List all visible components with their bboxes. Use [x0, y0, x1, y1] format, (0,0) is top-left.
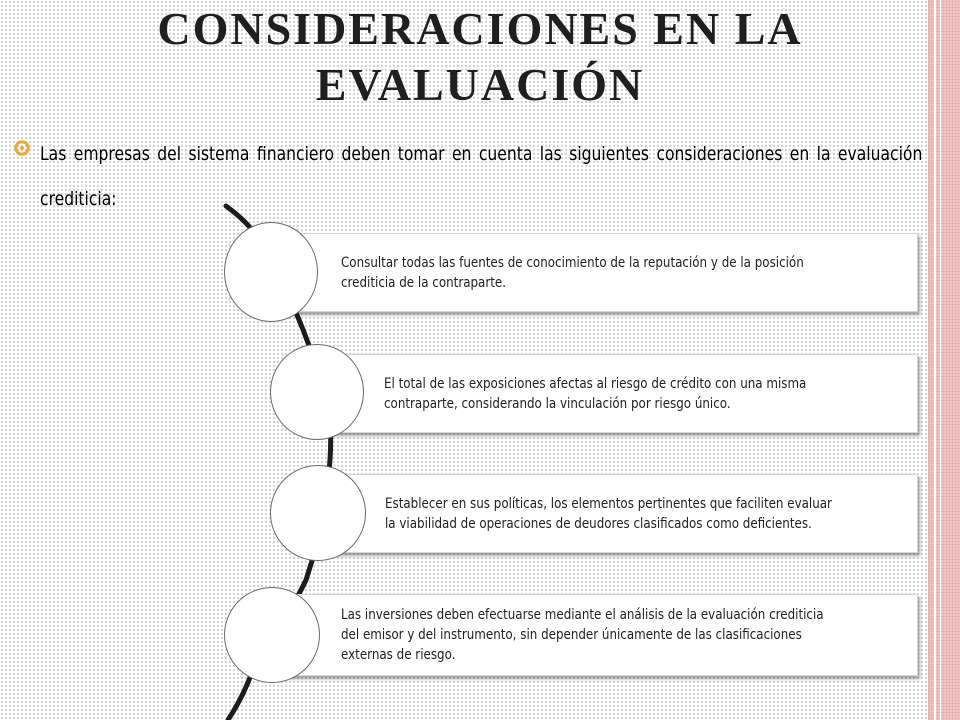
- step-circle-4: [224, 587, 320, 683]
- step-text-4: Las inversiones deben efectuarse mediante el análisis de la evaluación crediticia del emisor y del instrumento, sin depender únicamente de las clasificaciones externas de riesgo.: [341, 607, 824, 663]
- step-text-3: Establecer en sus políticas, los elementos pertinentes que faciliten evaluar la viabilidad de operaciones de deudores clasificados como deficientes.: [385, 495, 832, 532]
- slide-title-line2: EVALUACIÓN: [315, 59, 645, 110]
- slide-title-line1: CONSIDERACIONES EN LA: [157, 3, 803, 54]
- step-circle-3: [270, 465, 366, 561]
- intro-text: Las empresas del sistema financiero deben tomar en cuenta las siguientes consideraciones en la evaluación crediticia:: [40, 143, 923, 210]
- step-box-4: [268, 594, 918, 676]
- step-circle-1: [224, 222, 318, 322]
- step-text-2: El total de las exposiciones afectas al riesgo de crédito con una misma contraparte, considerando la vinculación por riesgo único.: [384, 375, 807, 412]
- step-box-1: [268, 233, 918, 312]
- step-box-3: [318, 474, 918, 553]
- step-box-2: [315, 354, 918, 433]
- step-circle-2: [270, 344, 364, 440]
- step-text-1: Consultar todas las fuentes de conocimiento de la reputación y de la posición crediticia de la contraparte.: [341, 254, 804, 291]
